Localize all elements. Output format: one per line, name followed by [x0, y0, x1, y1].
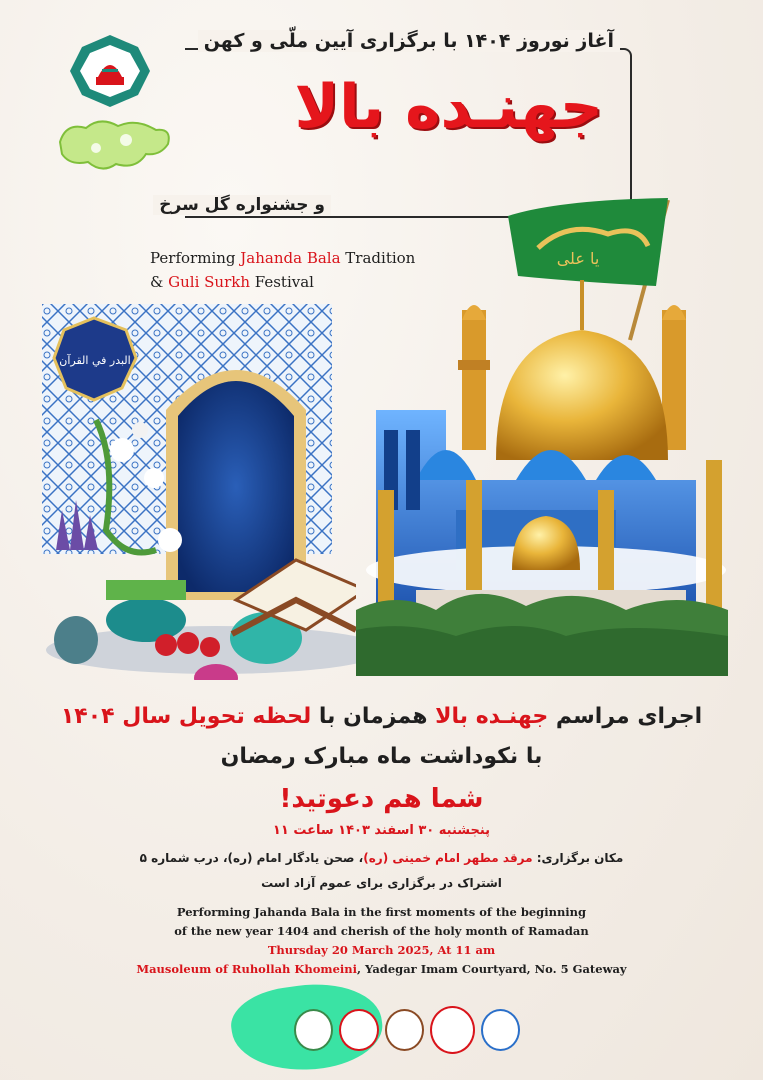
sponsor-logos — [294, 998, 520, 1062]
map-icon — [56, 112, 174, 178]
sponsor-logo-3 — [385, 1009, 424, 1051]
flag-text: یا علی — [556, 249, 600, 268]
english-body — [0, 903, 763, 979]
invitation-line: شما هم دعوتید! — [279, 784, 484, 814]
persian-date-time: پنجشنبه ۳۰ اسفند ۱۴۰۳ ساعت ۱۱ — [272, 823, 491, 838]
calligraphy-badge: البدر في القرآن — [59, 354, 131, 367]
sponsor-logo-4 — [430, 1006, 475, 1054]
sponsor-logo-1 — [294, 1009, 333, 1051]
english-venue: Mausoleum of Ruhollah Khomeini, Yadegar Imam Courtyard, No. 5 Gateway — [136, 962, 627, 976]
event-title: جهنـده بالا — [294, 72, 603, 142]
participation-note: اشتراک در برگزاری برای عموم آزاد است — [261, 876, 502, 890]
english-title: Performing Jahanda Bala Tradition & Guli Surkh Festival — [150, 249, 416, 291]
english-body-line2: of the new year 1404 and cherish of the holy month of Ramadan — [174, 924, 589, 938]
festival-subtitle: و جشنواره گل سرخ — [153, 195, 331, 215]
english-body-line1: Performing Jahanda Bala in the first moments of the beginning — [176, 905, 587, 919]
persian-venue: مکان برگزاری: مرقد مطهر امام خمینی (ره)، صحن یادگار امام (ره)، درب شماره ۵ — [139, 851, 624, 865]
event-subtitle: آغاز نوروز ۱۴۰۴ با برگزاری آیین ملّی و کهن — [198, 30, 620, 52]
organization-logo — [66, 33, 154, 109]
shrine-artwork — [356, 280, 728, 676]
ramadan-line: با نکوداشت ماه مبارک رمضان — [220, 744, 543, 769]
nowruz-artwork — [36, 300, 356, 680]
ceremony-announcement: اجرای مراسم جهنـده بالا همزمان با لحظه تحویل سال ۱۴۰۴ — [60, 704, 703, 729]
sponsor-logo-5 — [481, 1009, 520, 1051]
english-date: Thursday 20 March 2025, At 11 am — [267, 943, 496, 957]
sponsor-logo-2 — [339, 1009, 378, 1051]
